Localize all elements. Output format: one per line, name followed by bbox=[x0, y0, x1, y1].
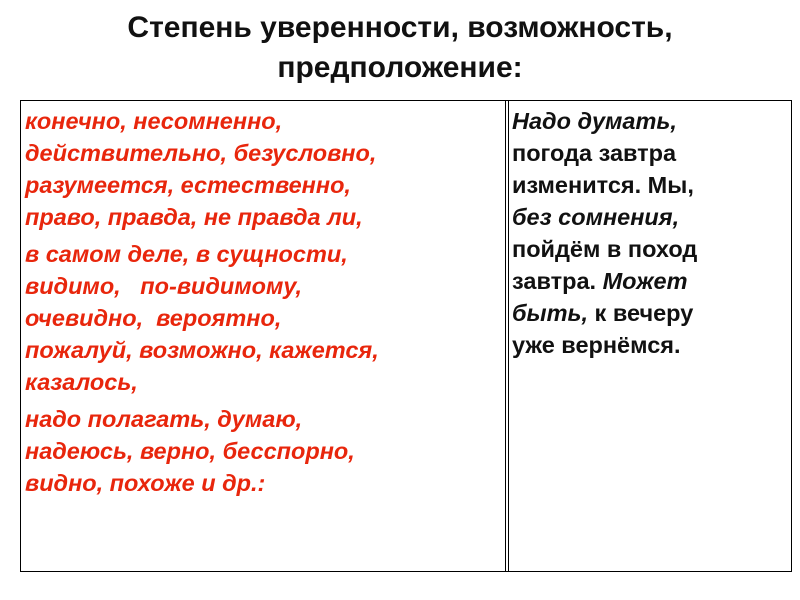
slide-title-line-2: предположение: bbox=[277, 51, 523, 84]
word-list-line: пожалуй, возможно, кажется, bbox=[25, 337, 379, 363]
word-list-line: действительно, безусловно, bbox=[25, 140, 377, 166]
word-group-possibility bbox=[25, 238, 508, 398]
slide-title-line-1: Степень уверенности, возможность, bbox=[127, 11, 673, 44]
table-cell-example bbox=[509, 101, 791, 571]
example-line: без сомнения, bbox=[512, 204, 680, 230]
example-fragment-emphasis: Может bbox=[602, 268, 688, 294]
table-cell-word-list bbox=[21, 101, 509, 571]
example-fragment-emphasis: быть, bbox=[512, 300, 588, 326]
word-list-line: право, правда, не правда ли, bbox=[25, 204, 363, 230]
word-list-line: разумеется, естественно, bbox=[25, 172, 351, 198]
slide-title bbox=[0, 8, 800, 88]
example-line bbox=[512, 265, 791, 297]
content-table bbox=[20, 100, 792, 572]
example-fragment: завтра. bbox=[512, 268, 603, 294]
word-list-line: в самом деле, в сущности, bbox=[25, 241, 348, 267]
word-group-assumption bbox=[25, 403, 508, 499]
example-line: пойдём в поход bbox=[512, 236, 698, 262]
example-line: изменится. Мы, bbox=[512, 172, 694, 198]
example-line: погода завтра bbox=[512, 140, 677, 166]
word-list-line: надо полагать, думаю, bbox=[25, 406, 303, 432]
word-list-line: видимо, по-видимому, bbox=[25, 273, 303, 299]
example-line: уже вернёмся. bbox=[512, 332, 681, 358]
word-list-line: казалось, bbox=[25, 369, 138, 395]
word-group-certainty bbox=[25, 105, 508, 233]
example-line bbox=[512, 297, 791, 329]
word-list-line: очевидно, вероятно, bbox=[25, 305, 282, 331]
example-fragment: к вечеру bbox=[588, 300, 694, 326]
word-list-line: надеюсь, верно, бесспорно, bbox=[25, 438, 355, 464]
word-list-line: видно, похоже и др.: bbox=[25, 470, 266, 496]
example-text bbox=[512, 105, 791, 361]
word-list-line: конечно, несомненно, bbox=[25, 108, 283, 134]
example-line: Надо думать, bbox=[512, 108, 677, 134]
